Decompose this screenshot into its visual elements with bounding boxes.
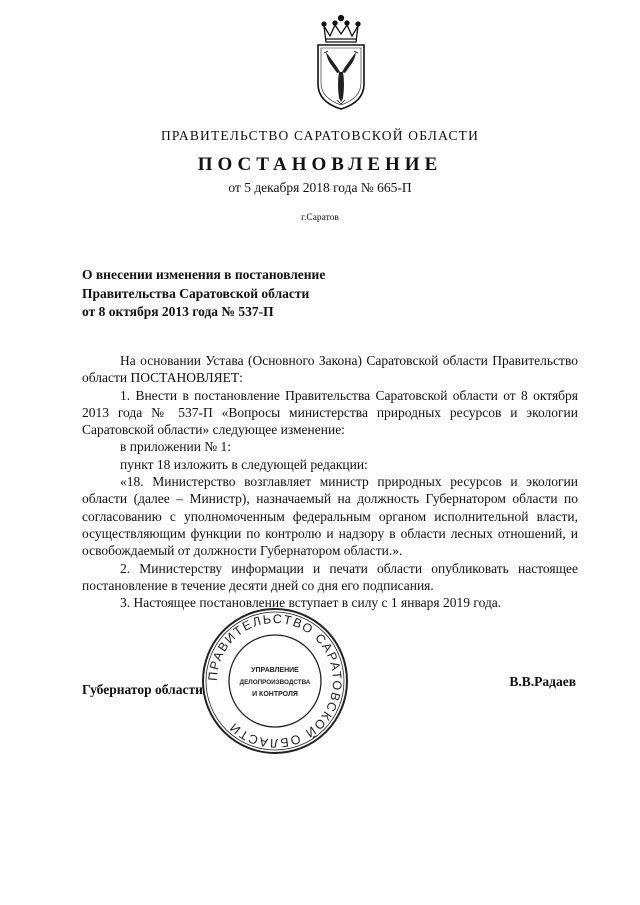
subject-line: Правительства Саратовской области — [82, 285, 310, 301]
stamp-ring-text: ПРАВИТЕЛЬСТВО САРАТОВСКОЙ ОБЛАСТИ — [205, 611, 345, 751]
signatory-title: Губернатор области — [82, 682, 203, 697]
body-paragraph: в приложении № 1: — [120, 439, 232, 455]
subject-line: от 8 октября 2013 года № 537-П — [82, 304, 274, 319]
saratov-coat-of-arms-icon — [310, 12, 372, 112]
document-body — [82, 352, 578, 611]
body-paragraph: На основании Устава (Основного Закона) Саратовской области Правительство области ПОСТАНОВЛЯЕТ: — [82, 353, 578, 386]
body-paragraph: 3. Настоящее постановление вступает в силу с 1 января 2019 года. — [120, 595, 502, 611]
signatory-name: В.В.Радаев — [509, 674, 576, 689]
body-paragraph: пункт 18 изложить в следующей редакции: — [120, 456, 368, 472]
body-paragraph: «18. Министерство возглавляет министр природных ресурсов и экологии области (далее – Министр), назначаемый на должность Губернатором области по согласованию с уполномоченным федеральным органом исполнительной власти, осуществляющим функции по контролю и надзору в области лесных отношений, и освобождаемый от должности Губернатором области.». — [82, 474, 578, 559]
document-date-number: от 5 декабря 2018 года № 665-П — [228, 180, 412, 195]
body-paragraph: 2. Министерству информации и печати области опубликовать настоящее постановление в течение десяти дней со дня его подписания. — [82, 560, 578, 593]
stamp-line: И КОНТРОЛЯ — [252, 691, 298, 698]
document-city: г.Саратов — [301, 213, 339, 223]
official-stamp — [200, 606, 350, 756]
body-paragraph: 1. Внести в постановление Правительства Саратовской области от 8 октября 2013 года № 537-П «Вопросы министерства природных ресурсов и экологии Саратовской области» следующее изменение: — [82, 387, 578, 438]
document-subject — [82, 266, 442, 322]
subject-line: О внесении изменения в постановление — [82, 267, 326, 282]
stamp-line: УПРАВЛЕНИЕ — [251, 667, 299, 674]
organization-name: ПРАВИТЕЛЬСТВО САРАТОВСКОЙ ОБЛАСТИ — [160, 128, 480, 143]
document-title: ПОСТАНОВЛЕНИЕ — [197, 154, 443, 175]
stamp-line: ДЕЛОПРОИЗВОДСТВА — [239, 679, 311, 686]
